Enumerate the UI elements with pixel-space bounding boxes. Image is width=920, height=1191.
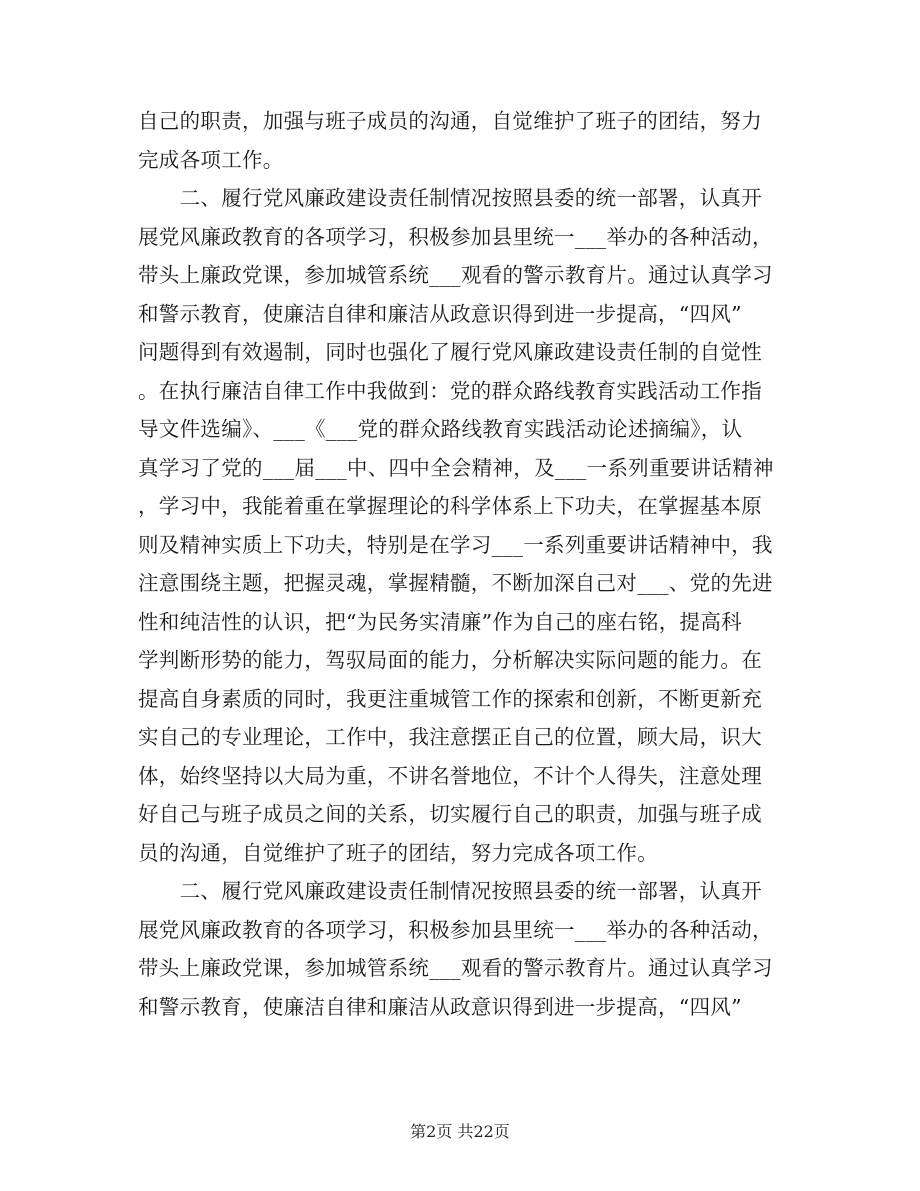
text-line: 体，始终坚持以大局为重，不讲名誉地位，不计个人得失，注意处理 <box>138 763 762 788</box>
text-line: 注意围绕主题，把握灵魂，掌握精髓，不断加深自己对___、党的先进 <box>138 571 773 595</box>
text-line: 二、履行党风廉政建设责任制情况按照县委的统一部署，认真开 <box>138 879 762 903</box>
text-line: 则及精神实质上下功夫，特别是在学习___一系列重要讲话精神中，我 <box>138 532 773 557</box>
text-line: 导文件选编》、___《___党的群众路线教育实践活动论述摘编》，认 <box>138 417 743 441</box>
text-line: 和警示教育，使廉洁自律和廉洁从政意识得到进一步提高，“四风” <box>138 301 742 326</box>
text-line: 员的沟通，自觉维护了班子的团结，努力完成各项工作。 <box>138 840 658 865</box>
text-line: 完成各项工作。 <box>138 147 284 172</box>
text-line: 。在执行廉洁自律工作中我做到：党的群众路线教育实践活动工作指 <box>138 378 762 403</box>
text-line: 真学习了党的___届___中、四中全会精神，及___一系列重要讲话精神 <box>138 455 774 480</box>
text-line: 问题得到有效遏制，同时也强化了履行党风廉政建设责任制的自觉性 <box>138 340 762 364</box>
text-line: 二、履行党风廉政建设责任制情况按照县委的统一部署，认真开 <box>138 186 762 210</box>
text-line: 实自己的专业理论，工作中，我注意摆正自己的位置，顾大局，识大 <box>138 725 762 749</box>
text-line: 提高自身素质的同时，我更注重城管工作的探索和创新，不断更新充 <box>138 686 762 711</box>
text-line: 展党风廉政教育的各项学习，积极参加县里统一___举办的各种活动， <box>138 224 773 249</box>
text-line: 和警示教育，使廉洁自律和廉洁从政意识得到进一步提高，“四风” <box>138 994 742 1019</box>
text-line: 好自己与班子成员之间的关系，切实履行自己的职责，加强与班子成 <box>138 802 762 826</box>
text-line: 自己的职责，加强与班子成员的沟通，自觉维护了班子的团结，努力 <box>138 109 762 133</box>
text-line: 带头上廉政党课，参加城管系统___观看的警示教育片。通过认真学习 <box>138 956 773 980</box>
text-line: 性和纯洁性的认识，把“为民务实清廉”作为自己的座右铭，提高科 <box>138 609 742 634</box>
text-line: 带头上廉政党课，参加城管系统___观看的警示教育片。通过认真学习 <box>138 263 773 287</box>
text-line: 学判断形势的能力，驾驭局面的能力，分析解决实际问题的能力。在 <box>138 648 762 672</box>
text-line: ，学习中，我能着重在掌握理论的科学体系上下功夫，在掌握基本原 <box>138 494 762 518</box>
text-line: 展党风廉政教育的各项学习，积极参加县里统一___举办的各种活动， <box>138 917 773 942</box>
page-number: 第2页 共22页 <box>410 1122 510 1141</box>
document-body <box>138 102 788 1026</box>
